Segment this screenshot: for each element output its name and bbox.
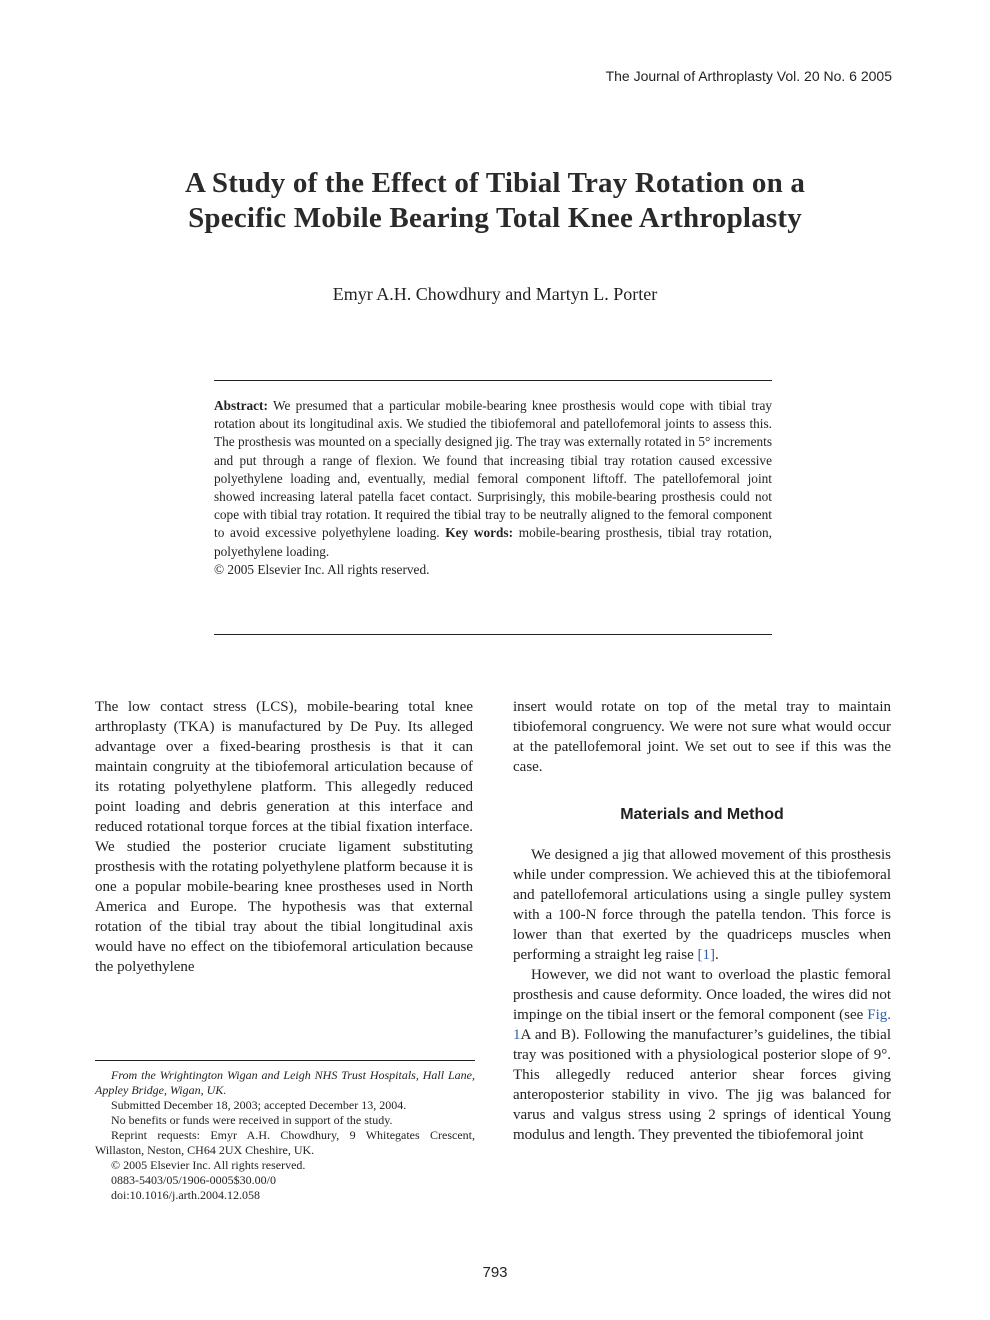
footnote-affiliation: [95, 1068, 475, 1098]
journal-header: The Journal of Arthroplasty Vol. 20 No. 6 2005: [605, 68, 892, 84]
reference-link[interactable]: [1]: [697, 947, 716, 963]
article-title: [60, 166, 930, 236]
abstract-block: [214, 397, 772, 579]
footnote-doi: doi:10.1016/j.arth.2004.12.058: [111, 1188, 260, 1202]
abstract-top-rule: [214, 380, 772, 381]
methods-p1-end: .: [715, 947, 719, 963]
abstract-body: [214, 397, 772, 561]
right-column: [513, 697, 891, 1145]
footnote-reprint: Reprint requests: Emyr A.H. Chowdhury, 9 Whitegates Crescent, Willaston, Neston, CH64 2UX Cheshire, UK.: [95, 1128, 475, 1157]
footnote-rule: [95, 1060, 475, 1061]
footnote-issn: 0883-5403/05/1906-0005$30.00/0: [111, 1173, 276, 1187]
methods-p2-rest: A and B). Following the manufacturer’s guidelines, the tibial tray was positioned with a physiological posterior slope of 9°. This allegedly reduced anterior shear forces giving anteroposterior stability in vivo. The jig was balanced for varus and valgus stress using 2 springs of identical Young modulus and length. They prevented the tibiofemoral joint: [513, 1027, 891, 1143]
abstract-label: Abstract:: [214, 398, 268, 413]
page-number: 793: [482, 1264, 508, 1281]
methods-paragraph-2: [513, 965, 891, 1145]
abstract-text: We presumed that a particular mobile-bearing knee prosthesis would cope with tibial tray rotation about its longitudinal axis. We studied the tibiofemoral and patellofemoral joints to assess this. The prosthesis was mounted on a specially designed jig. The tray was externally rotated in 5° increments and put through a range of flexion. We found that increasing tibial tray rotation caused excessive polyethylene loading and, eventually, medial femoral component liftoff. The patellofemoral joint showed increasing lateral patella facet contact. Surprisingly, this mobile-bearing prosthesis could not cope with tibial tray rotation. It required the tibial tray to be neutrally aligned to the femoral component to avoid excessive polyethylene loading.: [214, 398, 772, 541]
keywords-label: Key words:: [445, 525, 514, 541]
abstract-bottom-rule: [214, 634, 772, 635]
footnotes: [95, 1068, 475, 1203]
title-line-2: Specific Mobile Bearing Total Knee Arthroplasty: [188, 202, 802, 234]
author-list: Emyr A.H. Chowdhury and Martyn L. Porter: [332, 284, 658, 304]
figure-link[interactable]: Fig. 1: [513, 1007, 891, 1043]
left-column: [95, 697, 473, 977]
abstract-copyright: © 2005 Elsevier Inc. All rights reserved.: [214, 561, 430, 577]
footnote-funding: No benefits or funds were received in support of the study.: [111, 1113, 393, 1127]
intro-paragraph: The low contact stress (LCS), mobile-bearing total knee arthroplasty (TKA) is manufactured by De Puy. Its alleged advantage over a fixed-bearing prosthesis is that it can maintain congruity at the tibiofemoral articulation because of its rotating polyethylene platform. This allegedly reduced point loading and debris generation at this interface and reduced rotational torque forces at the tibial fixation interface. We studied the posterior cruciate ligament substituting prosthesis with the rotating polyethylene platform because it is one a popular mobile-bearing knee prostheses used in North America and Europe. The hypothesis was that external rotation of the tibial tray about the tibial longitudinal axis would have no effect on the tibiofemoral articulation because the polyethylene: [95, 699, 473, 975]
affiliation-text: From the Wrightington Wigan and Leigh NHS Trust Hospitals, Hall Lane, Appley Bridge, Wigan, UK.: [95, 1068, 475, 1097]
continuation-paragraph: insert would rotate on top of the metal tray to maintain tibiofemoral congruency. We were not sure what would occur at the patellofemoral joint. We set out to see if this was the case.: [513, 699, 891, 775]
title-line-1: A Study of the Effect of Tibial Tray Rotation on a: [184, 167, 806, 199]
keywords-text: mobile-bearing prosthesis, tibial tray rotation, polyethylene loading.: [214, 525, 773, 559]
methods-paragraph-1: [513, 845, 891, 965]
footnote-submitted: Submitted December 18, 2003; accepted December 13, 2004.: [111, 1098, 407, 1112]
methods-p2-text: However, we did not want to overload the plastic femoral prosthesis and cause deformity. Once loaded, the wires did not impinge on the tibial insert or the femoral component (see: [513, 967, 891, 1023]
footnote-copyright: © 2005 Elsevier Inc. All rights reserved.: [111, 1158, 306, 1172]
section-heading: Materials and Method: [620, 806, 784, 823]
methods-p1-text: We designed a jig that allowed movement of this prosthesis while under compression. We achieved this at the tibiofemoral and patellofemoral articulations using a single pulley system with a 100-N force through the patella tendon. This force is lower than that exerted by the quadriceps muscles when performing a straight leg raise: [513, 847, 891, 963]
